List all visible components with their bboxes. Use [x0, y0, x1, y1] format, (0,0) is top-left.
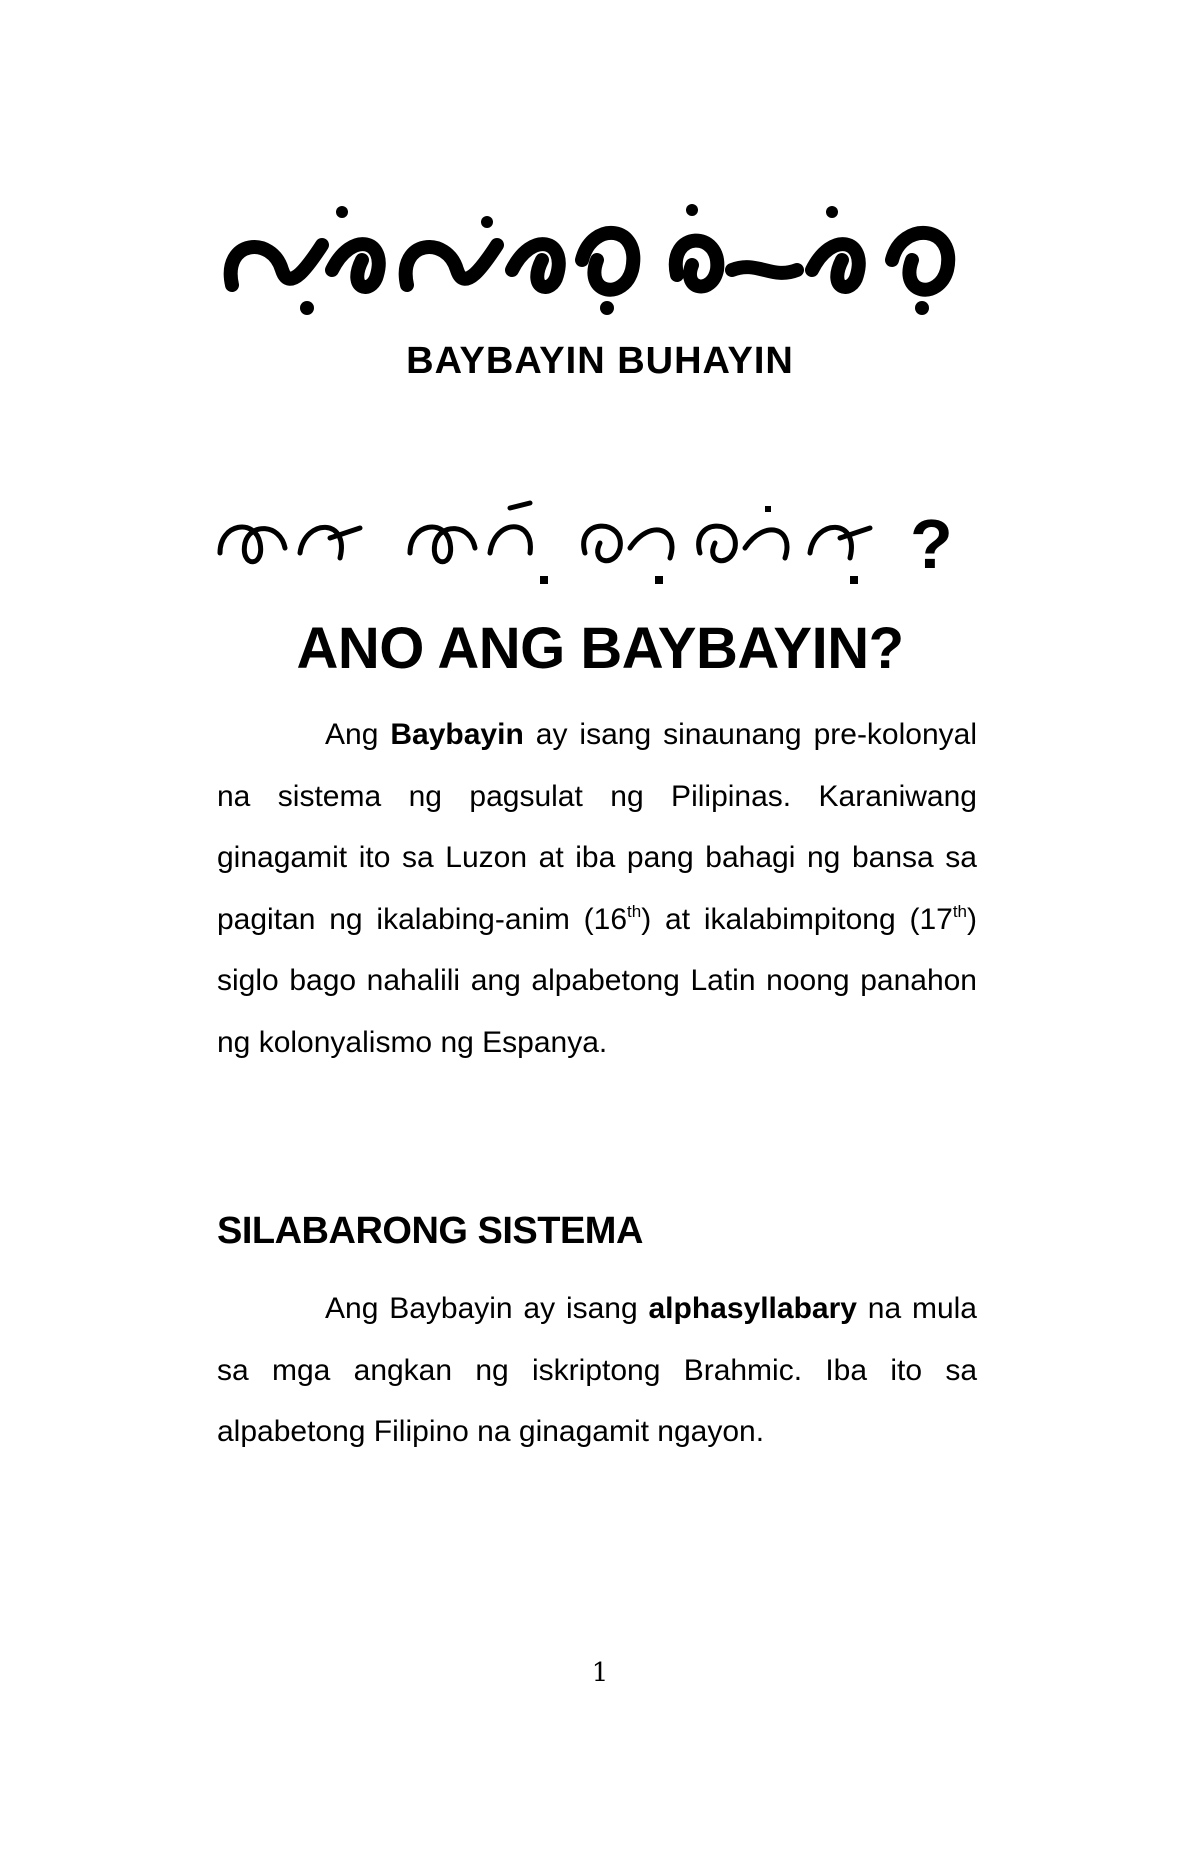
- page-number: 1: [591, 1658, 609, 1688]
- p1-mid: ay isang sinaunang pre-kolonyal na sistema ng pagsulat ng Pilipinas. Karaniwang ginagamit ito sa Luzon at iba pang bahagi ng bansa sa pagitan ng ikalabing-anim (16: [217, 718, 977, 936]
- paragraph-ano-ang-baybayin: [217, 704, 977, 1073]
- p1-start: Ang: [325, 718, 391, 751]
- baybayin-script-logo-icon: [212, 200, 982, 320]
- baybayin-script-heading-icon: [210, 498, 980, 588]
- p1-mid2: ) at ikalabimpitong (17: [641, 902, 953, 936]
- logo-caption: BAYBAYIN BUHAYIN: [406, 340, 794, 382]
- main-heading: ANO ANG BAYBAYIN?: [296, 616, 904, 681]
- p1-sup-1: th: [627, 901, 642, 921]
- p2-end: na mula sa mga angkan ng iskriptong Brahmic. Iba ito sa alpabetong Filipino na ginagamit ngayon.: [217, 1292, 977, 1448]
- paragraph-silabarong-sistema: [217, 1278, 977, 1463]
- p2-bold-term: alphasyllabary: [648, 1292, 857, 1325]
- section-heading-silabarong-sistema: SILABARONG SISTEMA: [217, 1210, 643, 1252]
- p1-bold-term: Baybayin: [390, 718, 524, 751]
- p2-start: Ang Baybayin ay isang: [325, 1292, 649, 1325]
- p1-sup-2: th: [952, 901, 967, 921]
- p1-end: ) siglo bago nahalili ang alpabetong Latin noong panahon ng kolonyalismo ng Espanya.: [217, 902, 977, 1059]
- svg-text:?: ?: [910, 505, 953, 583]
